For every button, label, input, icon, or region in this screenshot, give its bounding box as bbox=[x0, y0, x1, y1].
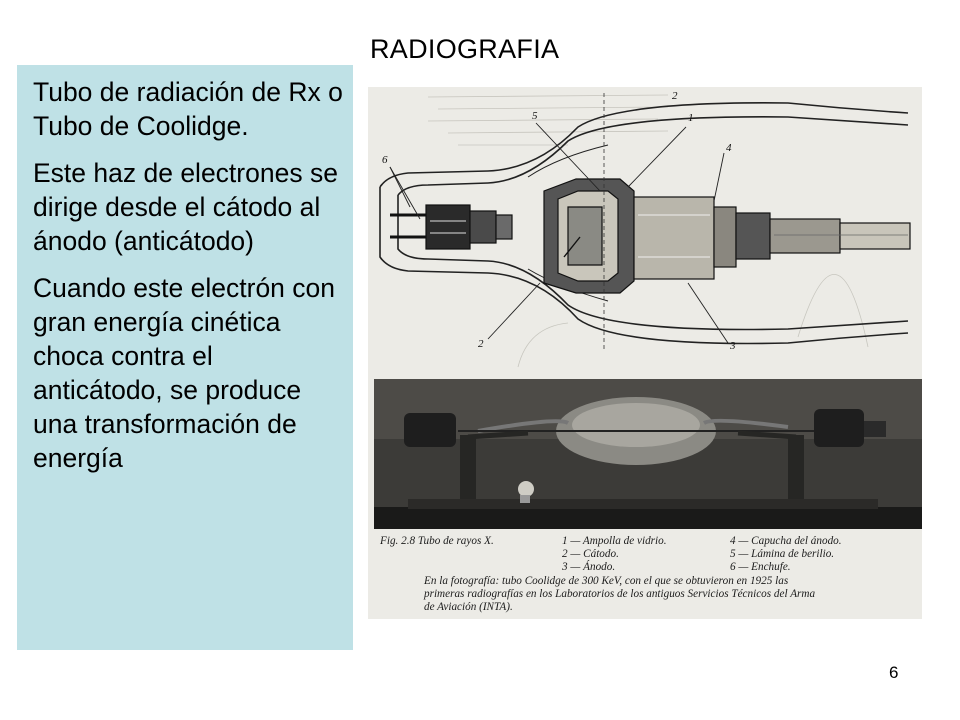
figure-caption bbox=[368, 531, 922, 619]
text-box bbox=[17, 65, 353, 650]
xray-tube-figure bbox=[368, 87, 922, 619]
diagram-label-1: 1 bbox=[688, 112, 694, 124]
caption-note-line: En la fotografía: tubo Coolidge de 300 KeV, con el que se obtuvieron en 1925 las bbox=[424, 575, 789, 587]
anode-hood bbox=[544, 179, 634, 293]
diagram-label-2: 2 bbox=[478, 338, 484, 350]
tube-photograph bbox=[374, 379, 922, 529]
caption-note-line: primeras radiografías en los Laboratorios de los antiguos Servicios Técnicos del Arma bbox=[424, 588, 816, 600]
caption-item: 6 — Enchufe. bbox=[730, 561, 791, 573]
diagram-label-2-top: 2 bbox=[672, 90, 678, 102]
paragraph-electron-beam: Este haz de electrones se dirige desde el cátodo al ánodo (anticátodo) bbox=[33, 158, 338, 256]
diagram-label-5: 5 bbox=[532, 110, 538, 122]
caption-item: 1 — Ampolla de vidrio. bbox=[562, 535, 667, 547]
xray-tube-illustration bbox=[368, 87, 922, 531]
caption-note-line: de Aviación (INTA). bbox=[424, 601, 513, 613]
caption-items-left bbox=[562, 535, 667, 574]
caption-fig-title: Fig. 2.8 Tubo de rayos X. bbox=[380, 535, 494, 547]
paragraph-tube-name: Tubo de radiación de Rx o Tubo de Coolidge. bbox=[33, 77, 343, 141]
page-number: 6 bbox=[889, 663, 899, 682]
caption-item: 5 — Lámina de berilio. bbox=[730, 548, 835, 560]
paragraph-energy-transformation: Cuando este electrón con gran energía cinética choca contra el anticátodo, se produce una transformación de energía bbox=[33, 273, 336, 473]
anode bbox=[634, 197, 910, 279]
caption-note bbox=[424, 575, 876, 614]
caption-item: 2 — Cátodo. bbox=[562, 548, 619, 560]
caption-item: 4 — Capucha del ánodo. bbox=[730, 535, 842, 547]
diagram-label-3: 3 bbox=[730, 340, 736, 352]
caption-items-right bbox=[730, 535, 842, 574]
slide-title: RADIOGRAFIA bbox=[370, 34, 560, 64]
cathode bbox=[390, 205, 512, 249]
diagram-label-6: 6 bbox=[382, 154, 388, 166]
caption-item: 3 — Ánodo. bbox=[562, 561, 616, 573]
diagram-label-4: 4 bbox=[726, 142, 732, 154]
